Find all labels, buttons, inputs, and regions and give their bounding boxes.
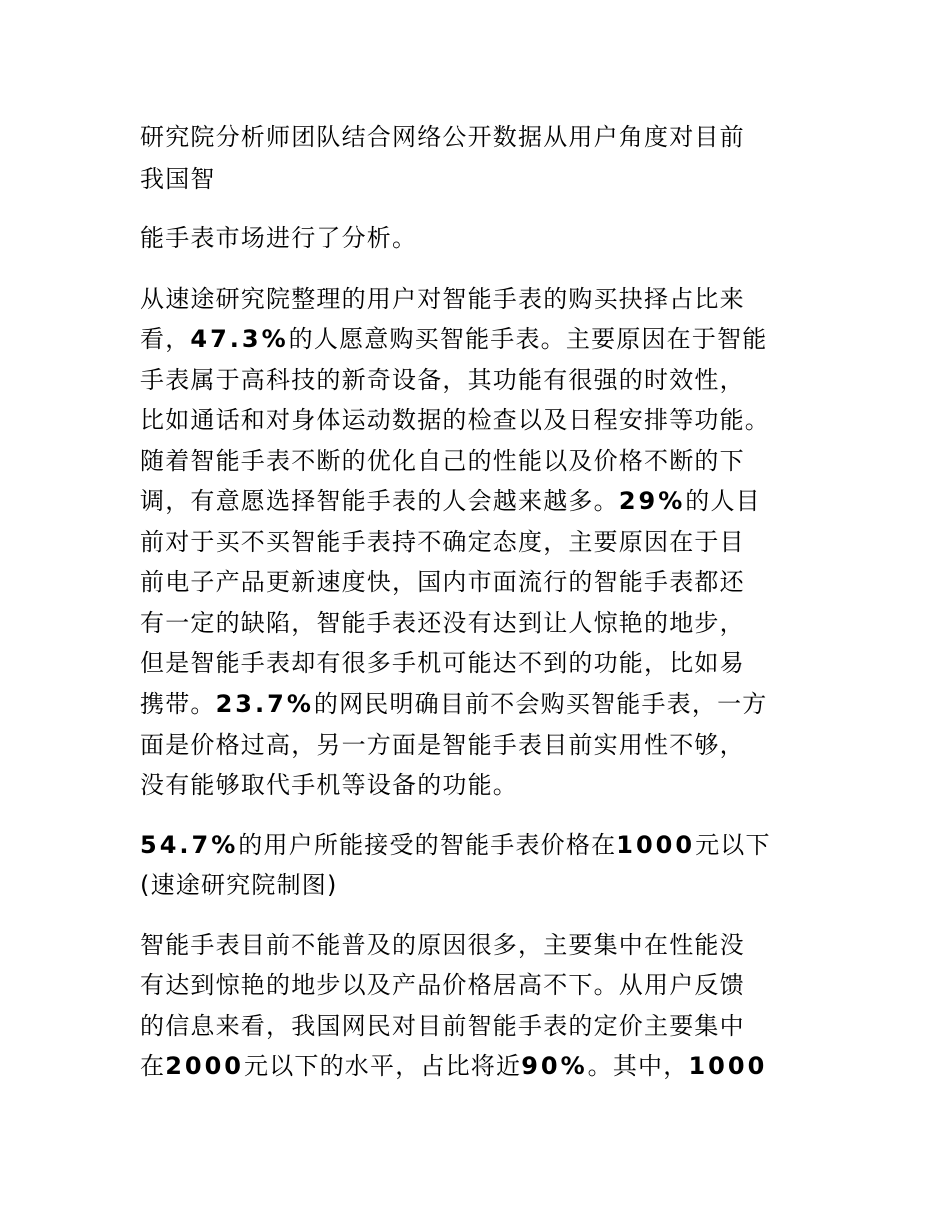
stat-willing-percent: 47.3% — [190, 325, 289, 353]
paragraph-3-line-9: 有一定的缺陷，智能手表还没有达到让人惊艳的地步， — [140, 609, 745, 637]
text-segment: 在 — [140, 1052, 166, 1080]
text-segment: 调，有意愿选择智能手表的人会越来越多。 — [140, 487, 619, 515]
figure-caption-line-1 — [140, 829, 771, 861]
paragraph-3-line-11 — [140, 688, 767, 720]
stat-price-percent: 54.7% — [140, 831, 239, 859]
paragraph-5-line-1: 智能手表目前不能普及的原因很多，主要集中在性能没 — [140, 931, 745, 959]
stat-share-percent: 90% — [521, 1052, 588, 1080]
paragraph-5-line-2: 有达到惊艳的地步以及产品价格居高不下。从用户反馈 — [140, 971, 745, 999]
stat-unwilling-percent: 23.7% — [215, 690, 314, 718]
paragraph-3-line-7: 前对于买不买智能手表持不确定态度，主要原因在于目 — [140, 528, 745, 556]
paragraph-5-line-3: 的信息来看，我国网民对目前智能手表的定价主要集中 — [140, 1012, 745, 1040]
text-segment: 的人目 — [685, 487, 761, 515]
price-value: 1000 — [616, 831, 696, 859]
paragraph-3-line-5: 随着智能手表不断的优化自己的性能以及价格不断的下 — [140, 447, 745, 475]
figure-caption-line-2: (速途研究院制图) — [140, 871, 338, 899]
paragraph-2-line-1: 能手表市场进行了分析。 — [140, 224, 418, 252]
text-segment: 。其中， — [587, 1052, 689, 1080]
text-segment: 的用户所能接受的智能手表价格在 — [238, 831, 617, 859]
price-value: 2000 — [165, 1052, 244, 1080]
paragraph-3-line-13: 没有能够取代手机等设备的功能。 — [140, 771, 518, 799]
paragraph-3-line-3: 手表属于高科技的新奇设备，其功能有很强的时效性， — [140, 366, 745, 394]
paragraph-3-line-2 — [140, 323, 767, 355]
paragraph-1-line-1: 研究院分析师团队结合网络公开数据从用户角度对目前 — [140, 123, 745, 151]
text-segment: 携带。 — [140, 690, 216, 718]
paragraph-3-line-4: 比如通话和对身体运动数据的检查以及日程安排等功能。 — [140, 406, 770, 434]
paragraph-1-line-2: 我国智 — [140, 165, 216, 193]
text-segment: 看， — [140, 325, 191, 353]
price-value: 1000 — [688, 1052, 768, 1080]
paragraph-3-line-12: 面是价格过高，另一方面是智能手表目前实用性不够， — [140, 731, 745, 759]
paragraph-5-line-4 — [140, 1050, 767, 1082]
text-segment: 的网民明确目前不会购买智能手表，一方 — [313, 690, 768, 718]
text-segment: 的人愿意购买智能手表。主要原因在于智能 — [288, 325, 768, 353]
paragraph-3-line-6 — [140, 485, 761, 517]
text-segment: 元以下的水平，占比将近 — [244, 1052, 522, 1080]
paragraph-3-line-10: 但是智能手表却有很多手机可能达不到的功能，比如易 — [140, 649, 745, 677]
paragraph-3-line-1: 从速途研究院整理的用户对智能手表的购买抉择占比来 — [140, 285, 745, 313]
stat-undecided-percent: 29% — [618, 487, 686, 515]
text-segment: 元以下 — [695, 831, 771, 859]
paragraph-3-line-8: 前电子产品更新速度快，国内市面流行的智能手表都还 — [140, 568, 745, 596]
